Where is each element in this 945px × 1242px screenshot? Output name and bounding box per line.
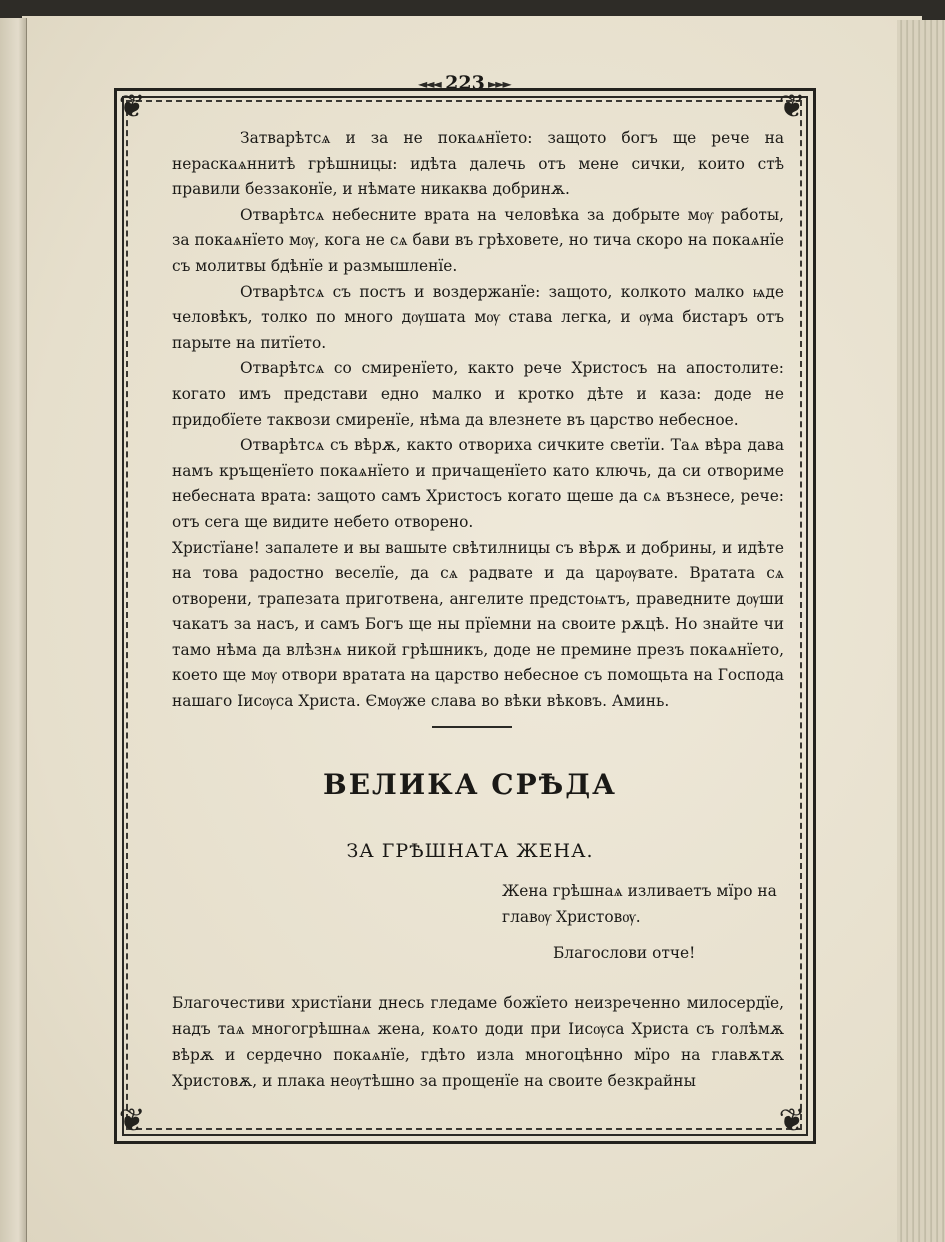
header-ornament-right: ►►► — [488, 77, 510, 91]
corner-ornament-icon: ❦ — [778, 87, 806, 125]
epigraph: Жена грѣшнаѧ изливаетъ мїро на главѹ Христовѹ. — [502, 882, 777, 926]
paragraph: Отварѣтсѧ съ постъ и воздержанїе: защото, колкото малко ѩде человѣкъ, толко по много дѹшата мѹ става легка, и ѹма бистаръ отъ парыте на питїето. — [172, 282, 784, 352]
paragraph: Затварѣтсѧ и за не покаѧнїето: защото богъ ще рече на нераскаѧннитѣ грѣшницы: идѣта далечь отъ мене сички, които стѣ правили беззаконїе, и нѣмате никаква добринѫ. — [172, 129, 784, 199]
paragraph: Христїане! запалете и вы вашыте свѣтилницы съ вѣрѫ и добрины, и идѣте на това радостно веселїе, да сѧ радвате и да царѹвате. Вратата сѧ отворени, трапезата приготвена, ангелите предстоѩтъ, праведните дѹши чакатъ за насъ, и самъ Богъ ще ны прїемни на своите рѫцѣ. Но знайте чи тамо нѣма да влѣзнѧ никой грѣшникъ, доде не премине презъ покаѧнїето, което ще мѹ отвори вратата на царство небесное съ помощьта на Господа нашаго Іисѹса Христа. Ємѹже слава во вѣки вѣковъ. Аминь. — [172, 538, 784, 711]
section-heading: ВЕЛИКА СРѢДА — [323, 768, 617, 801]
closing-paragraph: Благочестиви христїани днесь гледаме божїето неизреченно милосердїе, надъ таѧ многогрѣшнаѧ жена, коѧто доди при Іисѹса Христа съ голѣмѫ вѣрѫ и сердечно покаѧнїе, гдѣто изла многоцѣнно мїро на главѫтѫ Христовѫ, и плака неѹтѣшно за прощенїе на своите безкрайны — [172, 994, 784, 1090]
section-divider — [432, 726, 512, 728]
paragraph: Отварѣтсѧ со смиренїето, както рече Христосъ на апостолите: когато имъ представи едно малко и кротко дѣте и каза: доде не придобїете таквози смиренїе, нѣма да влезнете въ царство небесное. — [172, 359, 784, 429]
paragraph: Отварѣтсѧ съ вѣрѫ, както отвориха сичките светїи. Таѧ вѣра дава намъ кръщенїето покаѧнїето и причащенїето като ключь, да си отвориме небесната врата: защото самъ Христосъ когато щеше да сѧ възнесе, рече: отъ сега ще видите небето отворено. — [172, 436, 784, 531]
body-text — [172, 126, 784, 715]
paragraph: Отварѣтсѧ небесните врата на человѣка за добрыте мѹ работы, за покаѧнїето мѹ, кога не сѧ бави въ грѣховете, но тича скоро на покаѧнїе съ молитвы бдѣнїе и размышленїе. — [172, 205, 784, 275]
corner-ornament-icon: ❦ — [118, 87, 146, 125]
right-page-edges — [897, 20, 945, 1242]
page-number: 223 — [445, 72, 485, 94]
section-subheading: ЗА ГРѢШНАТА ЖЕНА. — [346, 840, 594, 862]
header-ornament-left: ◄◄◄ — [418, 77, 440, 91]
blessing: Благослови отче! — [553, 944, 696, 962]
left-page-edge — [0, 18, 27, 1242]
corner-ornament-icon: ❦ — [118, 1101, 146, 1139]
corner-ornament-icon: ❦ — [778, 1101, 806, 1139]
